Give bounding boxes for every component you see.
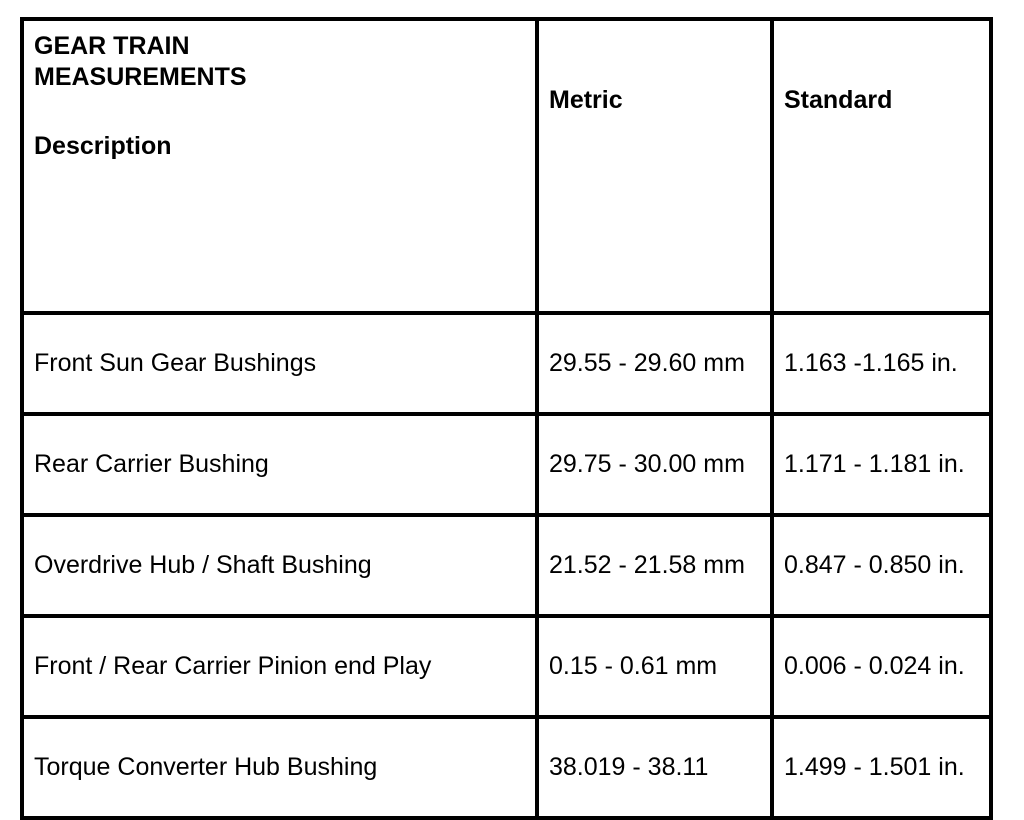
table-row [22, 313, 991, 414]
cell-description: Overdrive Hub / Shaft Bushing [22, 515, 537, 616]
cell-standard: 1.171 - 1.181 in. [772, 414, 991, 515]
cell-metric: 29.55 - 29.60 mm [537, 313, 772, 414]
cell-metric: 0.15 - 0.61 mm [537, 616, 772, 717]
cell-description: Front / Rear Carrier Pinion end Play [22, 616, 537, 717]
cell-description: Torque Converter Hub Bushing [22, 717, 537, 818]
table-header-row [22, 19, 991, 313]
table-title: GEAR TRAIN MEASUREMENTS [34, 32, 247, 91]
cell-standard: 1.499 - 1.501 in. [772, 717, 991, 818]
column-header-standard: Standard [772, 19, 991, 313]
cell-description: Rear Carrier Bushing [22, 414, 537, 515]
table-row [22, 414, 991, 515]
cell-description: Front Sun Gear Bushings [22, 313, 537, 414]
table-row [22, 717, 991, 818]
cell-metric: 29.75 - 30.00 mm [537, 414, 772, 515]
cell-metric: 21.52 - 21.58 mm [537, 515, 772, 616]
cell-metric: 38.019 - 38.11 [537, 717, 772, 818]
cell-standard: 0.847 - 0.850 in. [772, 515, 991, 616]
column-header-metric: Metric [537, 19, 772, 313]
table-row [22, 515, 991, 616]
header-description-cell [22, 19, 537, 313]
table-row [22, 616, 991, 717]
cell-standard: 1.163 -1.165 in. [772, 313, 991, 414]
cell-standard: 0.006 - 0.024 in. [772, 616, 991, 717]
gear-train-measurements-table [20, 17, 993, 820]
column-header-description: Description [34, 132, 172, 160]
